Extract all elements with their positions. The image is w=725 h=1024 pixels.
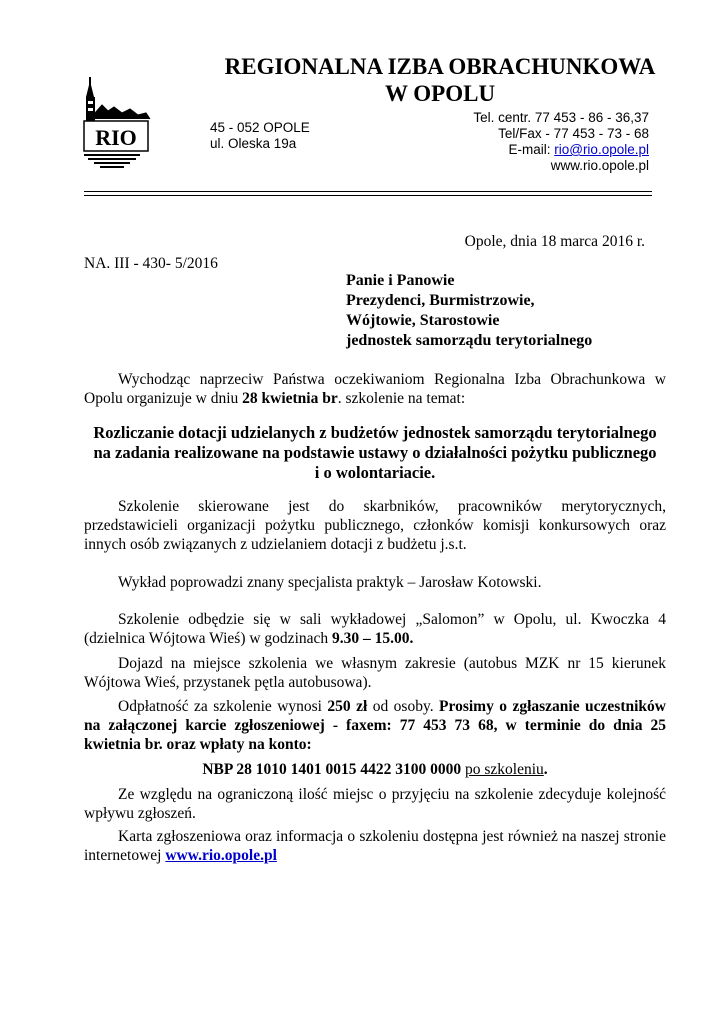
address-street: ul. Oleska 19a [210,136,297,151]
registration-instructions: Prosimy o zgłaszanie uczestników na załączonej karcie zgłoszeniowej - faxem: 77 453 73 68, w terminie do dnia 25 kwietnia br. oraz wpłaty na konto: [84,698,666,753]
training-date: 28 kwietnia br [242,390,338,407]
rio-logo-icon [80,75,160,170]
reference-number: NA. III - 430- 5/2016 [84,255,218,272]
recipient-line: Prezydenci, Burmistrzowie, [346,292,535,309]
organization-name [160,53,720,107]
fee-paragraph [84,697,666,754]
website-link[interactable]: www.rio.opole.pl [165,847,277,864]
intro-paragraph [84,370,666,408]
recipient-line: Panie i Panowie [346,272,455,289]
fee-text-2: od osoby. [367,698,440,715]
title-line: i o wolontariacie. [314,463,436,482]
info-paragraph [84,827,666,865]
contact-tel: Tel. centr. 77 453 - 86 - 36,37 [473,110,649,125]
order-paragraph: Ze względu na ograniczoną ilość miejsc o przyjęciu na szkolenie zdecyduje kolejność wpływu zgłoszeń. [84,786,666,822]
header-divider-2 [84,195,652,196]
transport-paragraph: Dojazd na miejsce szkolenia we własnym zakresie (autobus MZK nr 15 kierunek Wójtowa Wieś, przystanek pętla autobusowa). [84,655,666,691]
venue-paragraph [84,610,666,648]
recipient-line: jednostek samorządu terytorialnego [346,332,593,349]
title-line: na zadania realizowane na podstawie ustawy o działalności pożytku publicznego [93,443,657,462]
header-divider [84,191,652,192]
letter-date: Opole, dnia 18 marca 2016 r. [464,233,645,250]
recipient-line: Wójtowie, Starostowie [346,312,500,329]
email-label: E-mail: [508,142,555,157]
contact-web[interactable]: www.rio.opole.pl [550,158,649,173]
address-postal: 45 - 052 OPOLE [210,120,310,135]
recipients [346,271,592,351]
intro-text-end: . szkolenie na temat: [337,390,466,407]
fee-text: Odpłatność za szkolenie wynosi [118,698,328,715]
fee-amount: 250 zł [327,698,368,715]
logo-text: RIO [95,125,137,150]
training-title [84,423,666,483]
venue-text: Szkolenie odbędzie się w sali wykładowej „Salomon” w Opolu, ul. Kwoczka 4 (dzielnica Wójtowa Wieś) w godzinach [84,611,666,647]
bank-account: NBP 28 1010 1401 0015 4422 3100 0000 [202,761,462,778]
sender-address [210,120,310,152]
venue-hours: 9.30 – 15.00. [332,630,414,647]
org-name-line2: W OPOLU [384,81,496,106]
bank-account-line [84,760,666,779]
info-text: Karta zgłoszeniowa oraz informacja o szkoleniu dostępna jest również na naszej stronie internetowej [84,828,666,864]
org-name-line1: REGIONALNA IZBA OBRACHUNKOWA [224,54,656,79]
contact-block [473,110,649,174]
title-line: Rozliczanie dotacji udzielanych z budżetów jednostek samorządu terytorialnego [93,423,657,442]
intro-text: Wychodząc naprzeciw Państwa oczekiwaniom Regionalna Izba Obrachunkowa w Opolu organizuje w dniu [84,371,666,407]
lecturer-paragraph: Wykład poprowadzi znany specjalista praktyk – Jarosław Kotowski. [118,574,542,591]
account-note: po szkoleniu [465,761,544,778]
contact-email-line [473,142,649,158]
account-dot: . [543,761,548,778]
email-link[interactable]: rio@rio.opole.pl [554,142,649,157]
audience-paragraph: Szkolenie skierowane jest do skarbników, pracowników merytorycznych, przedstawicieli organizacji pożytku publicznego, członków komisji konkursowych oraz innych osób związanych z udzielaniem dotacji z budżetu j.s.t. [84,498,666,553]
contact-telfax: Tel/Fax - 77 453 - 73 - 68 [498,126,649,141]
